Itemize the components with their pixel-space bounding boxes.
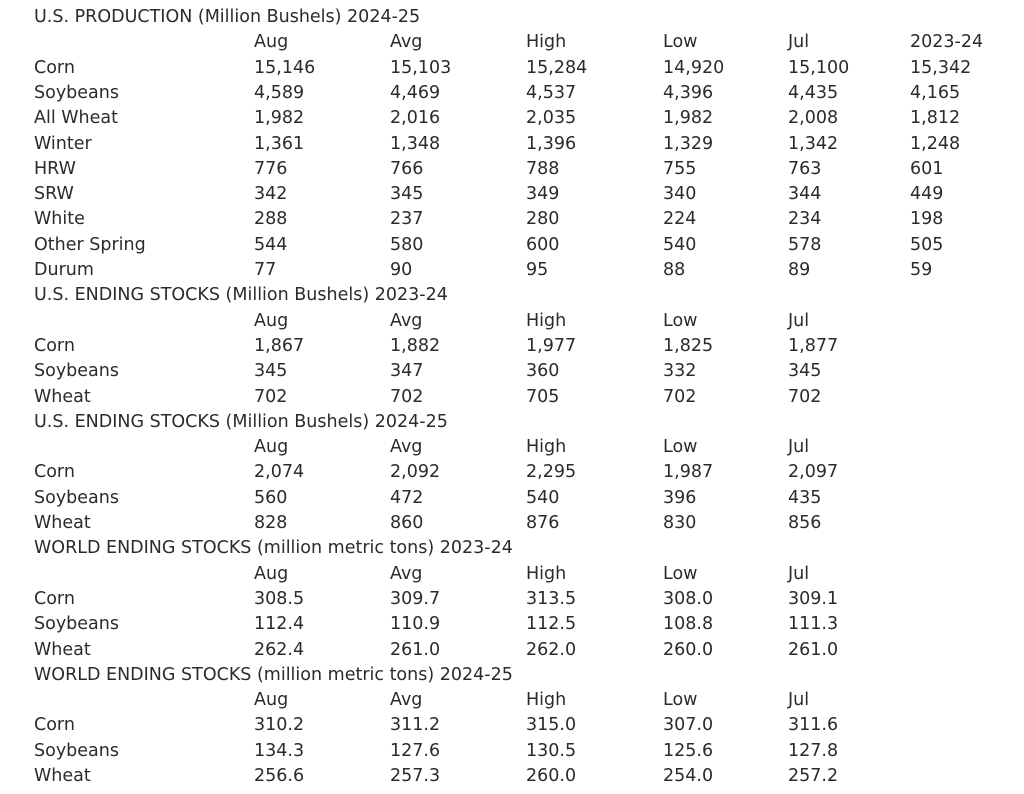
table-cell: 2,016: [390, 108, 441, 129]
table-cell: 1,812: [910, 108, 961, 129]
table-cell: 540: [526, 487, 560, 508]
table-cell: 88: [663, 260, 686, 280]
row-label: Corn: [34, 335, 75, 356]
table-row: [0, 334, 1024, 359]
table-header-row: [0, 309, 1024, 334]
table-cell: 125.6: [663, 740, 714, 761]
table-cell: 1,342: [788, 133, 839, 154]
table-cell: 112.5: [526, 614, 577, 635]
table-cell: 261.0: [788, 639, 839, 660]
column-header: High: [526, 32, 567, 53]
table-cell: 1,877: [788, 335, 839, 356]
column-header: Aug: [254, 32, 289, 53]
row-label: Corn: [34, 462, 75, 483]
table-title: U.S. ENDING STOCKS (Million Bushels) 2023-24: [34, 285, 448, 306]
column-header: Avg: [390, 437, 423, 458]
table-cell: 15,284: [526, 57, 588, 78]
table-cell: 1,977: [526, 335, 577, 356]
table-cell: 59: [910, 260, 933, 280]
table-cell: 755: [663, 158, 697, 179]
table-cell: 1,867: [254, 335, 305, 356]
table-cell: 544: [254, 234, 288, 255]
table-row: [0, 713, 1024, 738]
table-cell: 256.6: [254, 766, 305, 786]
table-title-row: [0, 663, 1024, 688]
table-cell: 14,920: [663, 57, 725, 78]
table-cell: 788: [526, 158, 560, 179]
row-label: Soybeans: [34, 361, 119, 382]
table-cell: 237: [390, 209, 424, 230]
table-cell: 4,165: [910, 82, 961, 103]
row-label: Other Spring: [34, 234, 146, 255]
table-cell: 257.3: [390, 766, 441, 786]
row-label: All Wheat: [34, 108, 119, 129]
column-header: Avg: [390, 690, 423, 711]
column-header: Jul: [788, 310, 810, 331]
table-cell: 705: [526, 386, 560, 407]
table-cell: 560: [254, 487, 288, 508]
table-row: [0, 511, 1024, 536]
table-cell: 288: [254, 209, 288, 230]
table-cell: 260.0: [526, 766, 577, 786]
row-label: Corn: [34, 57, 75, 78]
table-cell: 601: [910, 158, 944, 179]
table-row: [0, 486, 1024, 511]
row-label: HRW: [34, 158, 76, 179]
table-cell: 345: [390, 184, 424, 205]
table-cell: 257.2: [788, 766, 839, 786]
table-cell: 340: [663, 184, 697, 205]
table-cell: 309.1: [788, 588, 839, 609]
column-header: Avg: [390, 32, 423, 53]
table-cell: 262.0: [526, 639, 577, 660]
table-title-row: [0, 283, 1024, 308]
table-cell: 234: [788, 209, 822, 230]
table-cell: 112.4: [254, 614, 305, 635]
table-row: [0, 739, 1024, 764]
row-label: Wheat: [34, 386, 91, 407]
table-cell: 344: [788, 184, 822, 205]
column-header: Jul: [788, 563, 810, 584]
row-label: Durum: [34, 260, 94, 280]
column-header: Aug: [254, 437, 289, 458]
table-title: U.S. PRODUCTION (Million Bushels) 2024-25: [34, 7, 421, 27]
row-label: Corn: [34, 715, 75, 736]
table-cell: 1,361: [254, 133, 305, 154]
row-label: Soybeans: [34, 614, 119, 635]
table-cell: 308.0: [663, 588, 714, 609]
table-cell: 280: [526, 209, 560, 230]
table-cell: 311.6: [788, 715, 839, 736]
table-cell: 856: [788, 513, 822, 533]
table-cell: 134.3: [254, 740, 305, 761]
table-cell: 1,329: [663, 133, 714, 154]
table-row: [0, 132, 1024, 157]
row-label: Wheat: [34, 639, 91, 660]
table-cell: 342: [254, 184, 288, 205]
table-row: [0, 106, 1024, 131]
table-cell: 198: [910, 209, 944, 230]
table-cell: 349: [526, 184, 560, 205]
table-cell: 4,537: [526, 82, 577, 103]
table-row: [0, 587, 1024, 612]
table-cell: 313.5: [526, 588, 577, 609]
table-title: WORLD ENDING STOCKS (million metric tons) 2024-25: [34, 664, 513, 685]
table-cell: 1,825: [663, 335, 714, 356]
column-header: High: [526, 690, 567, 711]
table-cell: 449: [910, 184, 944, 205]
column-header: High: [526, 563, 567, 584]
column-header: 2023-24: [910, 32, 984, 53]
table-row: [0, 258, 1024, 283]
table-cell: 4,435: [788, 82, 839, 103]
table-cell: 130.5: [526, 740, 577, 761]
table-row: [0, 182, 1024, 207]
table-cell: 260.0: [663, 639, 714, 660]
table-cell: 1,987: [663, 462, 714, 483]
table-cell: 1,348: [390, 133, 441, 154]
table-cell: 308.5: [254, 588, 305, 609]
column-header: Avg: [390, 563, 423, 584]
table-cell: 307.0: [663, 715, 714, 736]
column-header: Low: [663, 32, 698, 53]
table-cell: 2,074: [254, 462, 305, 483]
table-header-row: [0, 435, 1024, 460]
table-cell: 90: [390, 260, 413, 280]
column-header: High: [526, 437, 567, 458]
column-header: Aug: [254, 563, 289, 584]
table-cell: 310.2: [254, 715, 305, 736]
table-cell: 2,097: [788, 462, 839, 483]
table-cell: 2,295: [526, 462, 577, 483]
table-cell: 830: [663, 513, 697, 533]
row-label: Soybeans: [34, 740, 119, 761]
row-label: Corn: [34, 588, 75, 609]
column-header: Jul: [788, 32, 810, 53]
table-row: [0, 207, 1024, 232]
column-header: Low: [663, 310, 698, 331]
column-header: Aug: [254, 310, 289, 331]
table-cell: 578: [788, 234, 822, 255]
table-cell: 2,035: [526, 108, 577, 129]
table-row: [0, 157, 1024, 182]
table-cell: 224: [663, 209, 697, 230]
table-cell: 1,982: [663, 108, 714, 129]
table-cell: 360: [526, 361, 560, 382]
table-cell: 1,396: [526, 133, 577, 154]
table-cell: 472: [390, 487, 424, 508]
column-header: Low: [663, 690, 698, 711]
column-header: Avg: [390, 310, 423, 331]
row-label: SRW: [34, 184, 74, 205]
table-row: [0, 81, 1024, 106]
row-label: Soybeans: [34, 82, 119, 103]
table-cell: 876: [526, 513, 560, 533]
table-cell: 702: [390, 386, 424, 407]
table-cell: 347: [390, 361, 424, 382]
table-cell: 2,092: [390, 462, 441, 483]
table-cell: 15,103: [390, 57, 452, 78]
table-row: [0, 233, 1024, 258]
column-header: Jul: [788, 437, 810, 458]
table-cell: 254.0: [663, 766, 714, 786]
table-cell: 262.4: [254, 639, 305, 660]
table-row: [0, 764, 1024, 789]
table-cell: 766: [390, 158, 424, 179]
table-cell: 2,008: [788, 108, 839, 129]
table-cell: 127.8: [788, 740, 839, 761]
table-title: U.S. ENDING STOCKS (Million Bushels) 2024-25: [34, 411, 448, 432]
table-cell: 345: [254, 361, 288, 382]
row-label: Winter: [34, 133, 92, 154]
table-cell: 1,882: [390, 335, 441, 356]
table-cell: 4,469: [390, 82, 441, 103]
table-cell: 702: [788, 386, 822, 407]
table-cell: 1,982: [254, 108, 305, 129]
table-cell: 580: [390, 234, 424, 255]
table-title-row: [0, 410, 1024, 435]
table-cell: 860: [390, 513, 424, 533]
table-cell: 127.6: [390, 740, 441, 761]
table-header-row: [0, 30, 1024, 55]
table-row: [0, 460, 1024, 485]
table-cell: 776: [254, 158, 288, 179]
table-cell: 702: [254, 386, 288, 407]
table-cell: 702: [663, 386, 697, 407]
column-header: Aug: [254, 690, 289, 711]
table-title-row: [0, 536, 1024, 561]
column-header: High: [526, 310, 567, 331]
table-cell: 4,589: [254, 82, 305, 103]
table-cell: 77: [254, 260, 277, 280]
table-row: [0, 359, 1024, 384]
table-cell: 332: [663, 361, 697, 382]
table-row: [0, 385, 1024, 410]
table-row: [0, 612, 1024, 637]
table-cell: 828: [254, 513, 288, 533]
table-cell: 89: [788, 260, 811, 280]
table-cell: 311.2: [390, 715, 441, 736]
column-header: Low: [663, 437, 698, 458]
row-label: Soybeans: [34, 487, 119, 508]
table-cell: 111.3: [788, 614, 839, 635]
row-label: White: [34, 209, 85, 230]
table-cell: 600: [526, 234, 560, 255]
table-header-row: [0, 688, 1024, 713]
table-cell: 309.7: [390, 588, 441, 609]
table-cell: 15,100: [788, 57, 850, 78]
table-cell: 396: [663, 487, 697, 508]
table-title: WORLD ENDING STOCKS (million metric tons) 2023-24: [34, 538, 513, 559]
table-cell: 540: [663, 234, 697, 255]
table-row: [0, 56, 1024, 81]
table-cell: 345: [788, 361, 822, 382]
table-title-row: [0, 5, 1024, 30]
table-cell: 15,146: [254, 57, 316, 78]
table-cell: 261.0: [390, 639, 441, 660]
column-header: Low: [663, 563, 698, 584]
table-cell: 435: [788, 487, 822, 508]
row-label: Wheat: [34, 513, 91, 533]
table-cell: 1,248: [910, 133, 961, 154]
table-cell: 110.9: [390, 614, 441, 635]
table-cell: 15,342: [910, 57, 972, 78]
table-header-row: [0, 562, 1024, 587]
row-label: Wheat: [34, 766, 91, 786]
table-cell: 4,396: [663, 82, 714, 103]
column-header: Jul: [788, 690, 810, 711]
table-cell: 505: [910, 234, 944, 255]
table-cell: 95: [526, 260, 549, 280]
table-row: [0, 638, 1024, 663]
table-cell: 315.0: [526, 715, 577, 736]
table-cell: 763: [788, 158, 822, 179]
table-cell: 108.8: [663, 614, 714, 635]
